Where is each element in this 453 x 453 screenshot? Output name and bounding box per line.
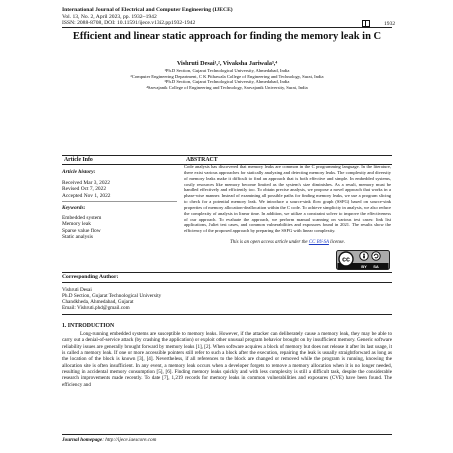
svg-text:BY: BY bbox=[361, 264, 367, 269]
affiliation: ⁴Sarvajanik College of Engineering and Technology, Sarvajanik University, Surat, India bbox=[146, 85, 308, 91]
revised-date: Revised Oct 7, 2022 bbox=[62, 186, 107, 193]
section-rule-top bbox=[62, 155, 392, 156]
corresponding-details bbox=[62, 287, 161, 311]
abstract-heading: ABSTRACT bbox=[186, 157, 218, 163]
received-date: Received Mar 3, 2022 bbox=[62, 180, 110, 186]
journal-footer bbox=[62, 437, 156, 443]
corr-affiliation: Ph.D Section, Gujarat Technological University bbox=[62, 293, 162, 299]
keywords-label: Keywords: bbox=[62, 205, 86, 211]
license-link[interactable]: CC BY-SA bbox=[308, 240, 329, 245]
corr-rule-top bbox=[62, 272, 392, 273]
journal-issn: ISSN: 2088-8708, DOI: 10.11591/ijece.v13i2.pp1932-1942 bbox=[62, 20, 196, 27]
info-divider bbox=[62, 201, 177, 202]
corr-address: Chandkheda, Ahmedabad, Gujarat bbox=[62, 299, 134, 305]
page-number: 1932 bbox=[384, 20, 396, 27]
corr-email: Email: Vishruti.phd@gmail.com bbox=[62, 305, 130, 311]
journal-volume: Vol. 13, No. 2, April 2023, pp. 1932~1942 bbox=[62, 13, 157, 20]
paper-title: Efficient and linear static approach for finding the memory leak in C bbox=[72, 31, 382, 42]
affiliation: ³Ph.D Section, Gujarat Technological University, Ahmedabad, India bbox=[164, 79, 290, 85]
journal-header bbox=[62, 7, 233, 27]
keyword: Sparse value flow bbox=[62, 227, 101, 234]
introduction-heading: 1. INTRODUCTION bbox=[62, 323, 115, 329]
open-access-notice bbox=[184, 240, 391, 245]
accepted-date: Accepted Nov 1, 2022 bbox=[62, 192, 111, 199]
corr-rule-mid bbox=[62, 282, 392, 283]
open-access-prefix: This is an open access article under the bbox=[230, 240, 309, 245]
footer-rule bbox=[62, 434, 392, 435]
abstract-text: Code analysis has discovered that memory leaks are common in the C programming language. In the literature, there exist various approaches for statically analyzing and detecting memory leaks. The complexity and diversity of memory leaks make it difficult to find an approach that is both effective and simple. In embedded systems, costly resources like memory become limited as the system's size diminishes. As a result, memory must be handled effectively and efficiently too. To obtain precise analysis, we propose a novel approach that works in a phase-wise manner. Instead of examining all possible paths for finding memory leaks, we use a program slicing to check for a potential memory leak. We introduce a source-sink flow graph (SSFG) based on source-sink properties of memory allocation-deallocation within the C code. To achieve simplicity in analysis, we also reduce the complexity of analysis in linear time. In addition, we utilize a constraint solver to improve the effectiveness of our approach. To evaluate the approach, we perform manual scanning on various test cases: link list applications, Juliet test cases, and common vulnerabilities and exposures found in 2021. The results show the efficiency of the proposed approach by preparing the SSFG with linear complexity. bbox=[184, 164, 391, 234]
keyword: Static analysis bbox=[62, 234, 93, 241]
page-number-block bbox=[362, 20, 395, 27]
svg-text:SA: SA bbox=[373, 264, 379, 269]
corresponding-heading: Corresponding Author: bbox=[62, 274, 119, 280]
history-label: Article history: bbox=[62, 169, 96, 175]
keyword: Memory leak bbox=[62, 221, 91, 228]
article-info-heading: Article Info bbox=[64, 157, 93, 163]
header-rule bbox=[62, 27, 392, 28]
author-list: Vishruti Desai¹,², Vivaksha Jariwala³,⁴ bbox=[176, 60, 278, 67]
svg-text:cc: cc bbox=[342, 256, 350, 264]
footer-label: Journal homepage bbox=[62, 437, 103, 443]
introduction-text: Long-running embedded systems are susceptible to memory leaks. However, if the attacker can deliberately cause a memory leak, they may be able to carry out a denial-of-service attack (by crashing the application) or exploit other unusual program behavior brought on by insufficient memory. Generic software reliability issues are generally brought forward by memory leaks [1], [2]. When software acquires a block of memory but does not release it after its last usage, it is called a memory leak. If one or more accessible pointers still refer to such a block after the execution, repairing the leak is usually straightforward as long as the location of the block is known [3], [4]. Nevertheless, if all references to the block are changed or removed while the program is running, knowing the allocation site is often insufficient. In any event, a memory leak occurs when a developer forgets to remove a memory allocation when it is no longer needed, resulting in accidental memory consumption [5], [6]. Finding memory leaks quickly and with less complexity is still a difficult task, despite the considerable research improvements made recently. To date [7], 1,219 records for memory leaks in common vulnerabilities and exposures (CVE) have been found. The efficiency and bbox=[62, 331, 392, 388]
footer-url[interactable]: : http://ijece.iaescore.com bbox=[102, 437, 157, 443]
corr-name: Vishruti Desai bbox=[62, 287, 92, 293]
affiliation: ²Computer Engineering Department, C K Pithawala College of Engineering and Technology, Surat, India bbox=[130, 73, 324, 79]
cc-by-sa-icon[interactable] bbox=[336, 250, 390, 270]
affiliations bbox=[62, 68, 392, 91]
journal-icon bbox=[362, 20, 370, 27]
keyword-list bbox=[62, 215, 101, 241]
affiliation: ¹Ph.D Section, Gujarat Technological University, Ahmedabad, India bbox=[164, 68, 290, 73]
open-access-suffix: license. bbox=[328, 240, 345, 245]
history-dates bbox=[62, 180, 111, 199]
keyword: Embedded system bbox=[62, 215, 102, 221]
corr-rule-bottom bbox=[62, 314, 392, 315]
journal-name: International Journal of Electrical and Computer Engineering (IJECE) bbox=[62, 7, 233, 13]
